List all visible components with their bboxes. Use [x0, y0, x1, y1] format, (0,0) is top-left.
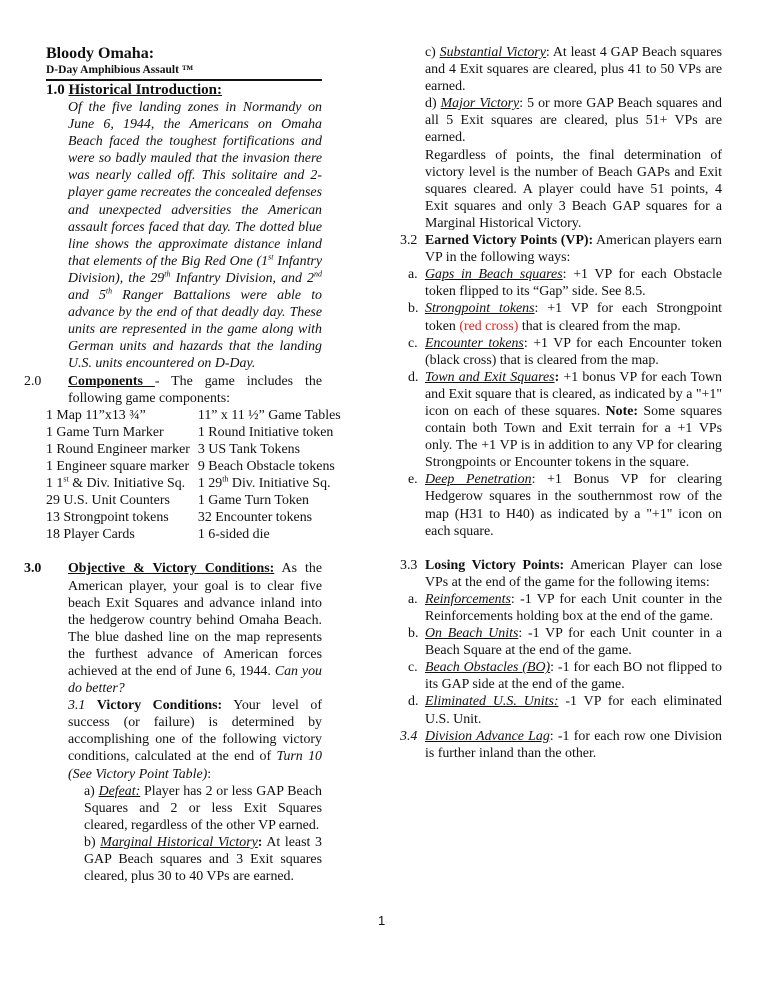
earned-vp-item-deep-penetration: e. Deep Penetration: +1 Bonus VP for clearing Hedgerow squares in the southernmost row of the map (H31 to H40) as indicated by a "+1" icon on each square.	[408, 472, 722, 539]
components-list	[46, 407, 341, 544]
section-3-objective: 3.0 Objective & Victory Conditions: As the American player, your goal is to clear five beach Exit Squares and advance inland into the hedgerow country behind Omaha Beach. The blue dashed line on the map represents the furthest advance of American forces achieved at the end of June 6, 1944. Can you do better?	[24, 561, 322, 697]
losing-vp-item-reinforcements: a. Reinforcements: -1 VP for each Unit counter in the Reinforcements holding box at the end of the game.	[408, 591, 722, 624]
losing-vp-item-eliminated: d. Eliminated U.S. Units: -1 VP for each eliminated U.S. Unit.	[408, 694, 722, 727]
victory-condition-marginal: b) Marginal Historical Victory: At least 3 GAP Beach squares and 3 Exit squares cleared, plus 30 to 40 VPs are earned.	[84, 834, 322, 885]
left-column	[24, 44, 341, 885]
section-intro: - The game includes the following game components:	[68, 373, 323, 406]
section-number: 2.0	[24, 373, 42, 389]
historical-intro-paragraph: Of the five landing zones in Normandy on June 6, 1944, the Americans on Omaha Beach faced the toughest fortifications and were so badly mauled that the invasion there was nearly called off. This solitaire and 2-player game recreates the concealed defenses and unexpected adversities the American assault forces faced that day. The dotted blue line shows the approximate distance inland that elements of the Big Red One (1st Infantry Division), the 29th Infantry Division, and 2nd and 5th Ranger Battalions were able to advance by the end of that deadly day. These units are represented in the game along with German units and hazards that the landing U.S. units encountered on D-Day.	[68, 100, 322, 372]
section-2-components	[24, 373, 323, 407]
section-title: Victory Conditions:	[96, 698, 223, 714]
list-item: 29 U.S. Unit Counters 1 Game Turn Token	[46, 493, 309, 509]
page-number: 1	[378, 913, 386, 928]
section-title: Division Advance Lag	[425, 728, 550, 744]
list-item: 1 Engineer square marker 9 Beach Obstacle tokens	[46, 458, 335, 474]
earned-vp-item-strongpoint: b. Strongpoint tokens: +1 VP for each Strongpoint token (red cross) that is cleared from the map.	[408, 301, 722, 334]
list-item: 1 Round Engineer marker 3 US Tank Tokens	[46, 441, 301, 457]
losing-vp-item-beach-obstacles: c. Beach Obstacles (BO): -1 for each BO not flipped to its GAP side at the end of the game.	[408, 660, 722, 693]
section-number: 3.2	[400, 233, 418, 249]
section-title: Objective & Victory Conditions:	[68, 561, 275, 577]
section-3-1-victory-conditions: 3.1 Victory Conditions: Your level of success (or failure) is determined by accomplishing one of the following victory conditions, calculated at the end of Turn 10 (See Victory Point Table):	[68, 698, 323, 782]
section-3-3-losing-vp: 3.3 Losing Victory Points: American Player can lose VPs at the end of the game for the following items:	[400, 557, 723, 590]
list-item: 18 Player Cards 1 6-sided die	[46, 527, 270, 543]
section-title: Earned Victory Points (VP):	[425, 233, 594, 249]
section-number: 1.0	[46, 82, 65, 98]
victory-condition-major: d) Major Victory: 5 or more GAP Beach squares and all 5 Exit squares are cleared, plus 51+ VPs are earned.	[425, 96, 723, 146]
section-number: 3.4	[400, 728, 418, 744]
list-item: 1 1st & Div. Initiative Sq. 1 29th Div. Initiative Sq.	[46, 474, 331, 492]
earned-vp-item-gaps: a. Gaps in Beach squares: +1 VP for each Obstacle token flipped to its “Gap” side. See 8.5.	[408, 267, 722, 300]
earned-vp-item-town-exit: d. Town and Exit Squares: +1 bonus VP for each Town and Exit square that is cleared, as indicated by a "+1" icon on each of these squares. Note: Some squares contain both Town and Exit terrain for a +1 VPs only. The +1 VP is in addition to any VP for clearing Strongpoints or Encounter tokens in the square.	[408, 369, 722, 471]
section-title: Historical Introduction:	[68, 82, 222, 98]
section-number: 3.0	[24, 561, 42, 577]
section-title: Components	[68, 373, 155, 389]
section-title: Losing Victory Points:	[425, 557, 565, 573]
section-number: 3.3	[400, 557, 418, 573]
list-item: 1 Map 11”x13 ¾” 11” x 11 ½” Game Tables	[46, 407, 341, 423]
victory-condition-defeat: a) Defeat: Player has 2 or less GAP Beach Squares and 2 or less Exit Squares cleared, regardless of the other VP earned.	[84, 783, 322, 833]
victory-condition-substantial: c) Substantial Victory: At least 4 GAP Beach squares and 4 Exit squares are cleared, plus 41 to 50 VPs are earned.	[425, 45, 723, 95]
document-title: Bloody Omaha:	[46, 45, 155, 62]
victory-note: Regardless of points, the final determination of victory level is the number of Beach GAPs and Exit squares cleared. A player could have 51 points, 4 Exit squares and only 3 Beach GAP squares for a Marginal Historical Victory.	[425, 147, 722, 231]
right-column	[400, 44, 723, 762]
section-number: 3.1	[68, 698, 86, 714]
list-item: 13 Strongpoint tokens 32 Encounter tokens	[46, 510, 313, 526]
section-3-4-division-lag: 3.4 Division Advance Lag: -1 for each row one Division is further inland than the other.	[400, 728, 722, 761]
earned-vp-item-encounter: c. Encounter tokens: +1 VP for each Encounter token (black cross) that is cleared from the map.	[408, 335, 722, 368]
red-cross-highlight: (red cross)	[459, 318, 519, 334]
losing-vp-item-on-beach: b. On Beach Units: -1 VP for each Unit counter in a Beach Square at the end of the game.	[408, 626, 723, 659]
section-1-heading	[46, 81, 322, 99]
document-subtitle: D-Day Amphibious Assault ™	[46, 63, 322, 81]
section-3-2-earned-vp: 3.2 Earned Victory Points (VP): American players earn VP in the following ways:	[400, 233, 722, 266]
list-item: 1 Game Turn Marker 1 Round Initiative token	[46, 424, 334, 440]
